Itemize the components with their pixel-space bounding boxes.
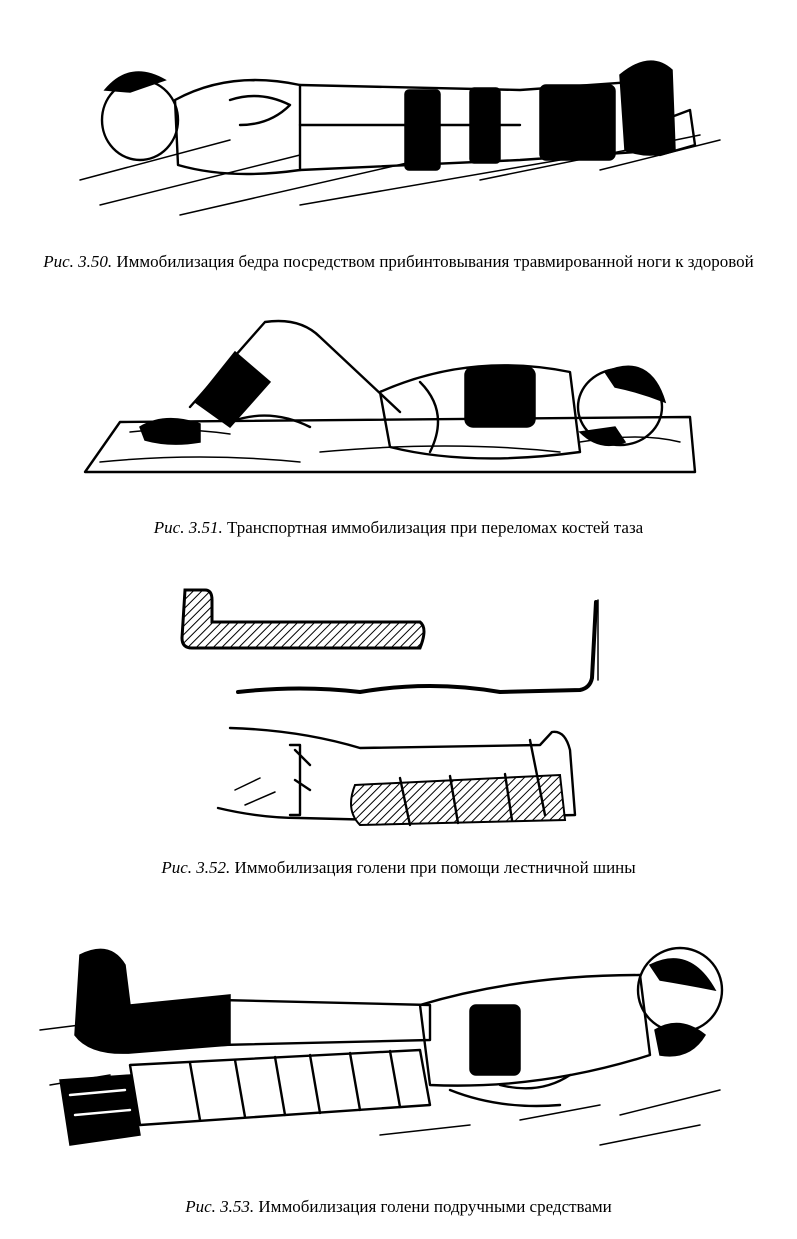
figure-3-52: [0, 580, 797, 840]
caption-3-51-number: Рис. 3.51.: [153, 518, 223, 537]
caption-3-53: [0, 1193, 797, 1220]
figure-3-53: [0, 935, 797, 1170]
caption-3-53-text: Иммобилизация голени подручными средствами: [254, 1197, 612, 1216]
figure-3-50-illustration: [0, 30, 797, 220]
caption-3-53-number: Рис. 3.53.: [185, 1197, 255, 1216]
caption-3-51: [0, 514, 797, 541]
figure-3-50: [0, 30, 797, 220]
figure-3-53-illustration: [0, 935, 797, 1170]
caption-3-52-number: Рис. 3.52.: [161, 858, 231, 877]
caption-3-52-text: Иммобилизация голени при помощи лестничной шины: [230, 858, 636, 877]
figure-3-52-illustration: [0, 580, 797, 840]
caption-3-51-text: Транспортная иммобилизация при переломах костей таза: [222, 518, 644, 537]
figure-3-51: [0, 312, 797, 492]
caption-3-50-number: Рис. 3.50.: [43, 252, 113, 271]
caption-3-50-text: Иммобилизация бедра посредством прибинтовывания травмированной ноги к здоровой: [112, 252, 754, 271]
caption-3-52: [0, 854, 797, 881]
figure-3-51-illustration: [0, 312, 797, 492]
caption-3-50: [0, 248, 797, 275]
